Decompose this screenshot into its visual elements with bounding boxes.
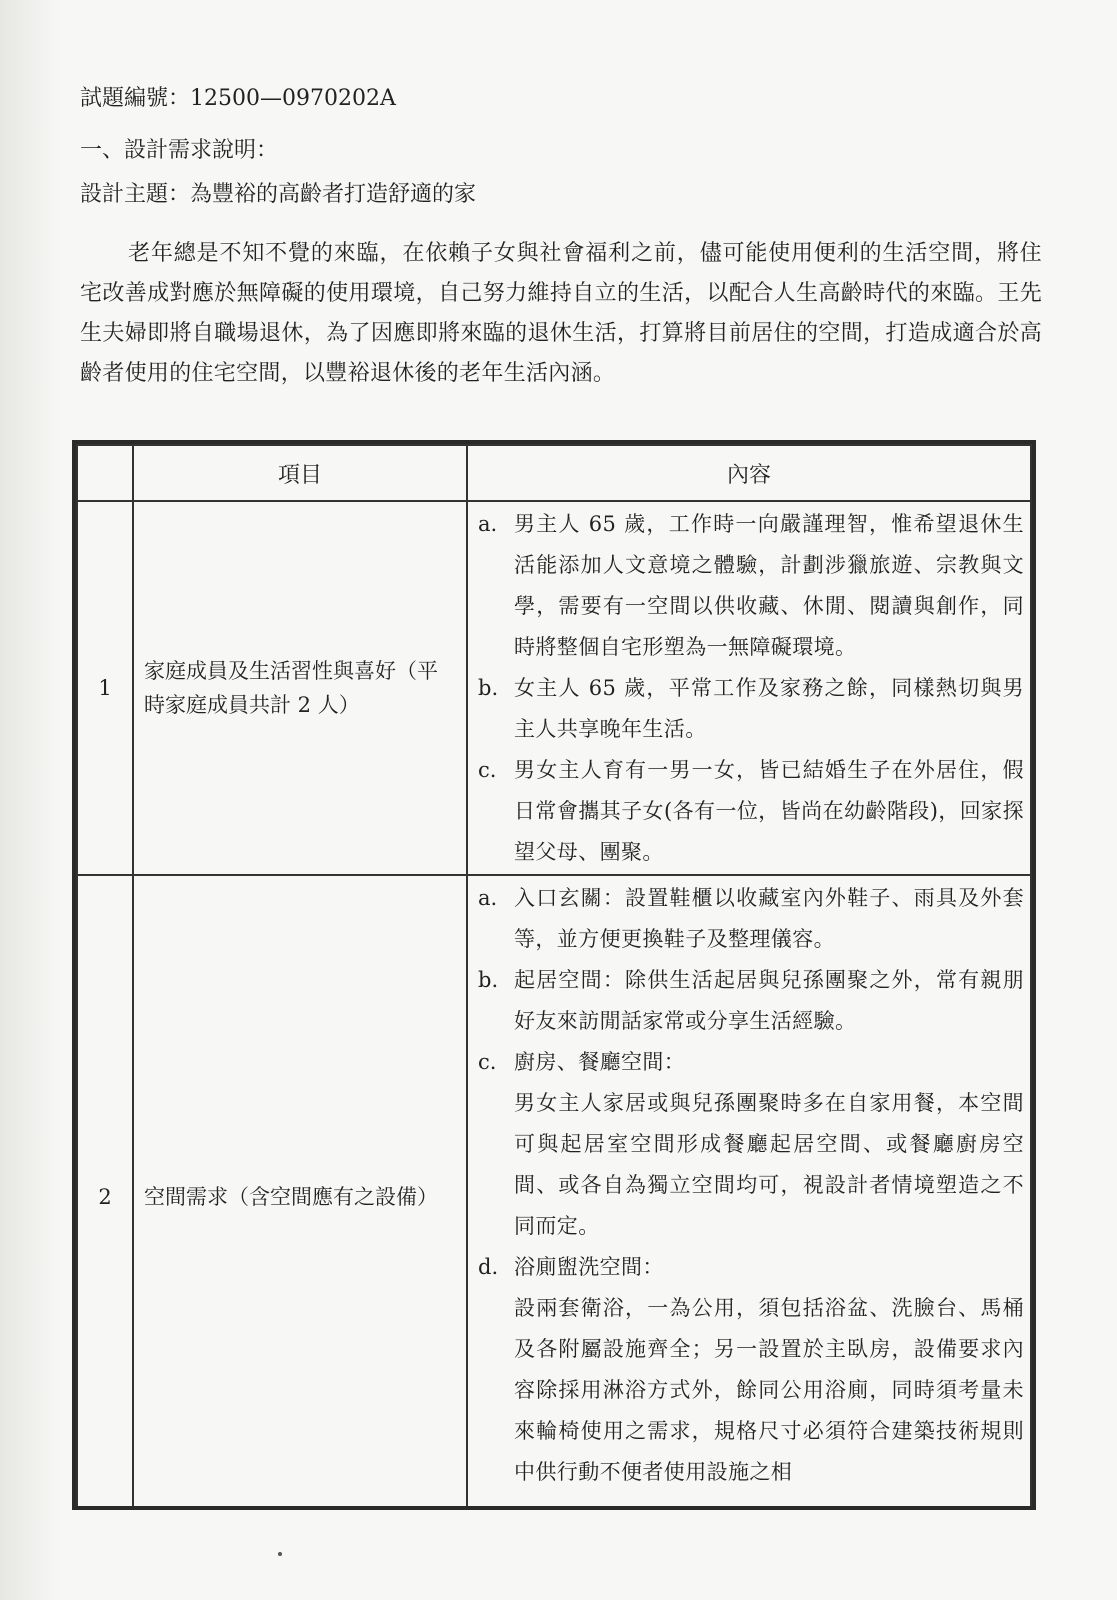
scan-speck [278,1552,282,1556]
list-marker: b. [478,968,499,992]
row-number: 1 [77,501,133,875]
list-text: 男主人 65 歲，工作時一向嚴謹理智，惟希望退休生活能添加人文意境之體驗，計劃涉獵旅遊、宗教與文學，需要有一空間以供收藏、休閒、閱讀與創作，同時將整個自宅形塑為一無障礙環境。 [514,512,1024,659]
row-item: 家庭成員及生活習性與喜好（平時家庭成員共計 2 人） [133,501,467,875]
table-row [77,501,1031,875]
list-marker: a. [478,886,498,910]
list-detail: 設兩套衛浴，一為公用，須包括浴盆、洗臉台、馬桶及各附屬設施齊全；另一設置於主臥房，設備要求內容除採用淋浴方式外，餘同公用浴廁，同時須考量未來輪椅使用之需求，規格尺寸必須符合建築技術規則中供行動不便者使用設施之相 [514,1296,1024,1484]
header-number [77,445,133,501]
list-text: 起居空間：除供生活起居與兒孫團聚之外，常有親朋好友來訪閒話家常或分享生活經驗。 [514,968,1024,1033]
list-marker: d. [478,1255,499,1279]
list-item [478,1042,1024,1247]
design-theme: 設計主題：為豐裕的高齡者打造舒適的家 [80,182,477,207]
list-item [478,878,1024,960]
row-content [467,501,1031,875]
row-item: 空間需求（含空間應有之設備） [133,875,467,1510]
exam-code: 試題編號：12500—0970202A [80,86,396,111]
list-text: 女主人 65 歲，平常工作及家務之餘，同樣熱切與男主人共享晚年生活。 [514,676,1024,741]
list-item [478,750,1024,873]
list-subheading: 浴廁盥洗空間： [514,1255,664,1279]
row-number: 2 [77,875,133,1510]
table-header-row [77,445,1031,501]
header-content: 內容 [467,445,1031,501]
header-item: 項目 [133,445,467,501]
list-item [478,1247,1024,1493]
list-marker: c. [478,1050,497,1074]
section-heading: 一、設計需求說明： [80,138,279,163]
list-marker: b. [478,676,499,700]
intro-paragraph: 老年總是不知不覺的來臨，在依賴子女與社會福利之前，儘可能使用便利的生活空間，將住宅改善成對應於無障礙的使用環境，自己努力維持自立的生活，以配合人生高齡時代的來臨。王先生夫婦即將自職場退休，為了因應即將來臨的退休生活，打算將目前居住的空間，打造成適合於高齡者使用的住宅空間，以豐裕退休後的老年生活內涵。 [80,241,1042,386]
requirements-table [76,444,1032,1510]
list-subheading: 廚房、餐廳空間： [514,1050,686,1074]
list-text: 男女主人育有一男一女，皆已結婚生子在外居住，假日常會攜其子女(各有一位，皆尚在幼齡階段)，回家探望父母、團聚。 [514,758,1024,864]
list-item [478,960,1024,1042]
page-shadow [0,0,60,1600]
list-text: 入口玄關：設置鞋櫃以收藏室內外鞋子、雨具及外套等，並方便更換鞋子及整理儀容。 [514,886,1024,951]
requirements-table-frame [72,440,1036,1510]
list-marker: c. [478,758,497,782]
list-text [514,1042,1024,1247]
list-item [478,504,1024,668]
row-content [467,875,1031,1510]
list-text [514,1247,1024,1493]
table-row [77,875,1031,1510]
list-detail: 男女主人家居或與兒孫團聚時多在自家用餐，本空間可與起居室空間形成餐廳起居空間、或餐廳廚房空間、或各自為獨立空間均可，視設計者情境塑造之不同而定。 [514,1091,1024,1238]
list-item [478,668,1024,750]
list-marker: a. [478,512,498,536]
